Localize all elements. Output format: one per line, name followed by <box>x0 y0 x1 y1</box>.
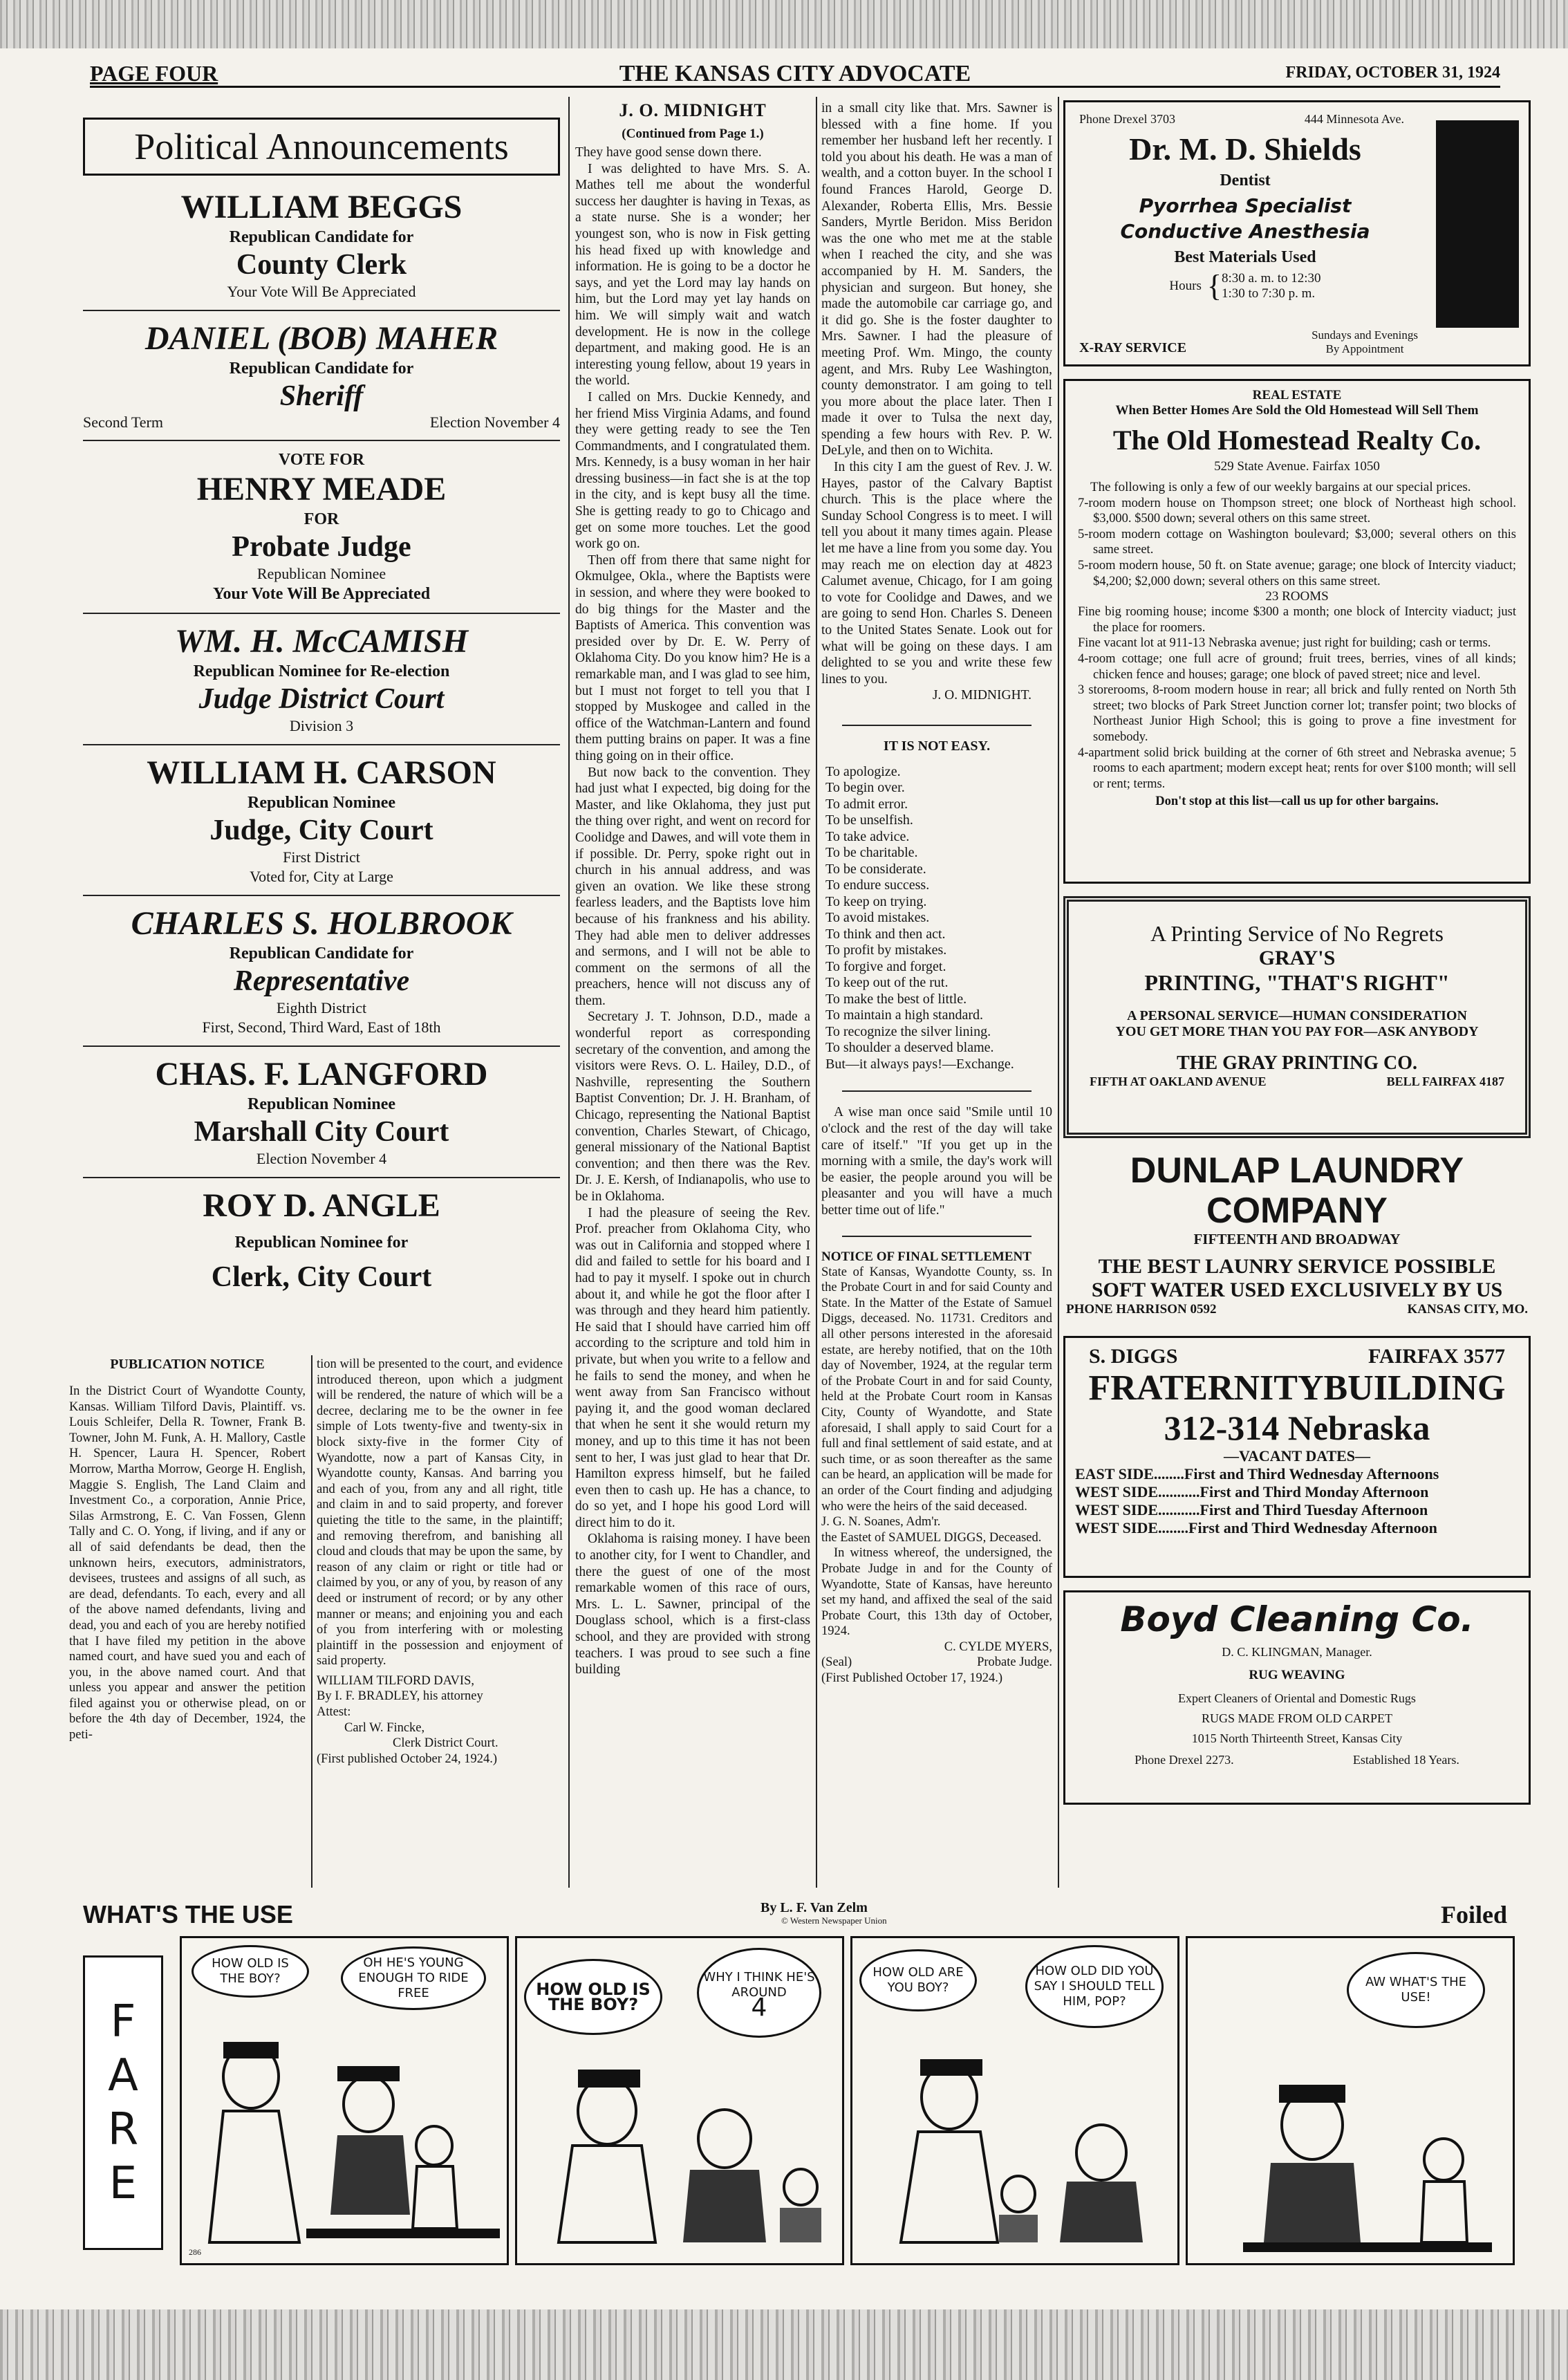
poem-title: IT IS NOT EASY. <box>883 738 991 754</box>
candidate-note: Republican Nominee <box>256 565 386 582</box>
candidate-name: CHAS. F. LANGFORD <box>155 1056 488 1093</box>
notice-attorney: By I. F. BRADLEY, his attorney <box>317 1689 483 1704</box>
divider <box>83 440 560 441</box>
issue-date: FRIDAY, OCTOBER 31, 1924 <box>1285 64 1500 82</box>
newspaper-title: THE KANSAS CITY ADVOCATE <box>619 61 971 86</box>
candidate-office: Probate Judge <box>232 531 411 563</box>
fraternity-vacant: —VACANT DATES— <box>1223 1447 1371 1465</box>
settlement-witness: In witness whereof, the undersigned, the Probate Judge in and for the County of Wyandotte, State of Kansas, have hereunto set my hand, and affixed the seal of the said Probate Court, this 13th day of October, 1924. <box>821 1546 1052 1639</box>
realty-listing: 7-room modern house on Thompson street; one block of Northeast high school. $3,000. $500 down; several others on this same street. <box>1078 496 1516 526</box>
notice-signature: WILLIAM TILFORD DAVIS, <box>317 1673 474 1688</box>
dunlap-phone: PHONE HARRISON 0592 <box>1066 1302 1217 1317</box>
poem-line: But—it always pays!—Exchange. <box>825 1056 1014 1072</box>
comic-credit: © Western Newspaper Union <box>781 1915 887 1926</box>
notice-text: In the District Court of Wyandotte County, Kansas. William Tilford Davis, Plaintiff. vs. Louis Schleifer, Della R. Towner, Frank B. Towner, John M. Funk, A. H. Mallory, Castle H. Spencer, Laura H. Spencer, Robert Morrow, Martha Morrow, George H. English, Maggie S. English, The Land Claim and Investment Co., a corporation, Annie Price, Silas Armstrong, E. C. Van Fossen, Glenn Tally and C. O. Yong, if living, and if any or all of said defendants be dead, then the unknown heirs, executors, administrators, devisees, trustees and assigns of all such, as are dead, defendants. To each, every and all of the above named defendants, living and dead, you and each of you are hereby notified that I have filed my petition in the above named court, and have sued you and each of you, in the above named court. And that unless you appear and answer the petition filed against you or otherwise plead, on or before the 4th day of December, 1924, the peti- <box>69 1384 306 1742</box>
shields-sundays: Sundays and Evenings <box>1312 328 1418 342</box>
column-rule <box>1058 97 1059 1888</box>
shields-phone: Phone Drexel 3703 <box>1079 112 1175 126</box>
ad-fraternity-building <box>1063 1336 1531 1578</box>
divider <box>83 613 560 614</box>
poem-line: To begin over. <box>825 780 905 796</box>
fraternity-phone: FAIRFAX 3577 <box>1368 1345 1505 1368</box>
schedule-row: WEST SIDE...........First and Third Tuesday Afternoon <box>1075 1501 1428 1518</box>
poem-line: To take advice. <box>825 828 910 844</box>
candidate-langford <box>83 1055 560 1169</box>
grays-value: YOU GET MORE THAN YOU PAY FOR—ASK ANYBODY <box>1115 1024 1479 1039</box>
article-paragraph: I was delighted to have Mrs. S. A. Mathes tell me about the wonderful success her daughter is having in Texas, as a state nurse. She is a wonder; her youngest son, who is now in Fisk getting his head fixed up with knowledge and information. He is going to be a doctor he says, and yet the Lord may lay hands on him, but the Lord may yet lay hands on him. We will simply wait and watch development. He is now in the college department, and making good. He is an interesting young fellow, about 19 years in the world. <box>575 161 810 389</box>
article-paragraph: But now back to the convention. They had just what I expected, big doing for the Master, and like Oklahoma, they just put the thing over right, and went on record for Coolidge and Dawes, and will vote them in if possible. Dr. Perry, spoke right out in church in his annual address, and was given an ovation. We like these strong fearless leaders, and the Baptists love him because of his frankness and his ability. They had able men to deliver addresses and sermons, and I will not be able to comment on the sermons of all the preachers, hence will not discuss any of them. <box>575 765 810 1008</box>
settlement-title: NOTICE OF FINAL SETTLEMENT <box>821 1249 1032 1264</box>
column-rule <box>816 97 817 1888</box>
candidate-note: Election November 4 <box>256 1150 387 1167</box>
fare-letter: F <box>110 1996 136 2047</box>
panel-illustration <box>1188 1938 1513 2263</box>
grays-address: FIFTH AT OAKLAND AVENUE <box>1090 1075 1267 1088</box>
candidate-mccamish <box>83 622 560 736</box>
realty-name: The Old Homestead Realty Co. <box>1112 425 1482 456</box>
political-announcements <box>83 118 560 1345</box>
fraternity-name: FRATERNITYBUILDING <box>1088 1368 1506 1408</box>
article-continued: (Continued from Page 1.) <box>622 127 764 141</box>
settlement-admin: J. G. N. Soanes, Adm'r. <box>821 1515 941 1530</box>
shields-specialty: Conductive Anesthesia <box>1120 220 1370 243</box>
comic-panel-3 <box>850 1936 1179 2265</box>
realty-listing: 5-room modern house, 50 ft. on State avenue; garage; one block of Intercity viaduct; $4,200; $2,000 down; several others on this same street. <box>1078 558 1516 588</box>
speech-balloon: HOW OLD ARE YOU BOY? <box>859 1949 977 2011</box>
candidate-note: Your Vote Will Be Appreciated <box>227 283 416 300</box>
dunlap-name: DUNLAP LAUNDRY <box>1130 1151 1464 1191</box>
candidate-office: Judge District Court <box>198 683 445 715</box>
candidate-party: Republican Candidate for <box>229 360 414 378</box>
settlement-judge: C. CYLDE MYERS, <box>944 1639 1052 1654</box>
speech-balloon: OH HE'S YOUNG ENOUGH TO RIDE FREE <box>341 1946 486 2010</box>
comic-panel-2 <box>515 1936 844 2265</box>
dunlap-water: SOFT WATER USED EXCLUSIVELY BY US <box>1091 1279 1503 1301</box>
comic-title: WHAT'S THE USE <box>83 1900 293 1928</box>
boyd-rugs: RUGS MADE FROM OLD CARPET <box>1201 1711 1393 1725</box>
candidate-meade <box>83 449 560 604</box>
candidate-note: First, Second, Third Ward, East of 18th <box>202 1019 441 1036</box>
poem-line: To make the best of little. <box>825 991 967 1007</box>
candidate-note: First District <box>283 848 360 866</box>
speech-number: 4 <box>751 1993 767 2022</box>
realty-listing: 5-room modern cottage on Washington boulevard; $3,000; several others on this same street. <box>1078 527 1516 557</box>
article-paragraph: Then off from there that same night for Okmulgee, Okla., where the Baptists were in session, and where they were booked to do big things for the Master and the Baptists of America. This convention was presided over by Dr. E. W. Perry of Oklahoma City. Do you know him? He is a remarkable man, and I was glad to see him, but I must not forget to tell you that I stopped by Muskogee and called in the office of the Watchman-Lantern and found them putting brains on paper. It was a fine thing going on in their office. <box>575 552 810 763</box>
candidate-name: ROY D. ANGLE <box>203 1187 440 1224</box>
shields-appointment: By Appointment <box>1325 342 1404 355</box>
settlement-estate: the Eastet of SAMUEL DIGGS, Deceased. <box>821 1530 1042 1545</box>
dunlap-slogan: THE BEST LAUNRY SERVICE POSSIBLE <box>1098 1255 1496 1278</box>
notice-attest: Attest: <box>317 1705 351 1720</box>
speech-balloon: HOW OLD IS THE BOY? <box>524 1959 662 2035</box>
panel-illustration <box>182 1938 507 2263</box>
candidate-holbrook <box>83 904 560 1037</box>
boyd-established: Established 18 Years. <box>1352 1753 1459 1767</box>
settlement-seal: (Seal) <box>821 1655 852 1670</box>
shields-specialty: Pyorrhea Specialist <box>1139 194 1352 217</box>
candidate-party: Republican Nominee <box>247 794 395 812</box>
divider <box>83 1177 560 1178</box>
divider <box>842 1236 1032 1237</box>
schedule-row: WEST SIDE........First and Third Wednesday Afternoon <box>1075 1519 1437 1536</box>
fare-sign <box>83 1955 163 2250</box>
realty-listing: 4-apartment solid brick building at the corner of 6th street and Nebraska avenue; 5 rooms to each apartment; modern except heat; rents for over $100 month; will sell or rent; terms. <box>1078 745 1516 791</box>
divider <box>83 310 560 311</box>
dunlap-city: KANSAS CITY, MO. <box>1407 1302 1528 1317</box>
speech-balloon: HOW OLD IS THE BOY? <box>192 1945 309 1998</box>
realty-address: 529 State Avenue. Fairfax 1050 <box>1214 459 1380 474</box>
candidate-election: Election November 4 <box>429 413 560 431</box>
publication-notice-col2 <box>317 1357 563 1889</box>
poem-line: To admit error. <box>825 796 908 812</box>
comic-strip <box>69 1900 1514 2274</box>
fare-letter: R <box>107 2104 139 2155</box>
grays-headline: A Printing Service of No Regrets <box>1150 921 1444 946</box>
realty-listings <box>1078 496 1516 590</box>
poem-line: To apologize. <box>825 763 901 779</box>
realty-tagline: When Better Homes Are Sold the Old Homestead Will Sell Them <box>1115 403 1479 418</box>
fare-letter: A <box>108 2050 138 2101</box>
page-number: PAGE FOUR <box>90 61 218 86</box>
poem-line: To be considerate. <box>825 861 926 877</box>
candidate-party: Republican Nominee for Re-election <box>193 662 450 680</box>
realty-kicker: REAL ESTATE <box>1252 388 1342 402</box>
dunlap-company: COMPANY <box>1206 1191 1388 1231</box>
article-paragraph: I called on Mrs. Duckie Kennedy, and her friend Miss Virginia Adams, and found they were getting ready to see the Ten Commandments, and I congratulated them. Mrs. Kennedy, is a busy woman in her hair dressing business—in fact she is at the top in the city, and is kept busy all the time. She is getting ready to go to Chicago and get on some more touches. Let the good work go on. <box>575 389 810 552</box>
settlement-judge-title: Probate Judge. <box>977 1655 1052 1670</box>
poem-line: To endure success. <box>825 877 930 893</box>
midnight-article-col2 <box>821 100 1052 1888</box>
comic-panel-4 <box>1186 1936 1515 2265</box>
divider <box>842 725 1032 726</box>
speech-balloon: HOW OLD DID YOU SAY I SHOULD TELL HIM, POP? <box>1025 1945 1164 2028</box>
candidate-party: Republican Nominee <box>247 1095 395 1113</box>
publication-notice-col1 <box>69 1357 306 1889</box>
grays-phone: BELL FAIRFAX 4187 <box>1386 1075 1504 1088</box>
realty-intro: The following is only a few of our weekly bargains at our special prices. <box>1090 480 1471 494</box>
shields-xray: X-RAY SERVICE <box>1079 340 1187 355</box>
poem-line: To recognize the silver lining. <box>825 1023 991 1039</box>
candidate-note: Division 3 <box>289 717 354 734</box>
ad-dunlap-laundry <box>1063 1151 1531 1323</box>
shields-title: Dentist <box>1220 171 1271 189</box>
comic-panel-1 <box>180 1936 509 2265</box>
boyd-manager: D. C. KLINGMAN, Manager. <box>1222 1645 1372 1659</box>
realty-listings <box>1078 604 1516 792</box>
candidate-office: Clerk, City Court <box>211 1261 432 1293</box>
candidate-pre: VOTE FOR <box>278 451 365 469</box>
poem-line: To forgive and forget. <box>825 958 946 974</box>
column-rule <box>568 97 570 1888</box>
settlement-text: State of Kansas, Wyandotte County, ss. In the Probate Court in and for said County and State. In the Matter of the Estate of Samuel Diggs, deceased. No. 11731. Creditors and all other persons interested in the aforesaid estate, are hereby notified, that on the 10th day of November, 1924, at the regular term of the Probate Court in and for said County, held at the Probate Court room in Kansas City, County of Wyandotte, and State aforesaid, I shall apply to said Court for a full and final settlement of said estate, and at such time, or as soon thereafter as the same can be heard, an application will be made for an order of the Court finding and adjudging who were the heirs of the said deceased. <box>821 1265 1052 1514</box>
shields-address: 444 Minnesota Ave. <box>1304 112 1404 126</box>
candidate-note: Your Vote Will Be Appreciated <box>212 585 431 603</box>
speech-balloon: AW WHAT'S THE USE! <box>1347 1952 1485 2028</box>
article-signature: J. O. MIDNIGHT. <box>932 688 1032 703</box>
fraternity-address: 312-314 Nebraska <box>1164 1409 1430 1447</box>
fare-letter: E <box>109 2158 138 2209</box>
comic-strip-title: Foiled <box>1441 1901 1507 1928</box>
poem-line: To shoulder a deserved blame. <box>825 1040 994 1056</box>
shields-hours: 1:30 to 7:30 p. m. <box>1222 286 1316 301</box>
ad-grays-printing <box>1063 896 1531 1138</box>
notice-title: PUBLICATION NOTICE <box>110 1357 265 1372</box>
realty-listing: Fine vacant lot at 911-13 Nebraska avenue; just right for building; cash or terms. <box>1078 636 1491 651</box>
realty-listing: Fine big rooming house; income $300 a month; one block of Intercity viaduct; just the place for roomers. <box>1078 605 1516 635</box>
candidate-maher <box>83 319 560 431</box>
article-paragraph: They have good sense down there. <box>575 145 762 160</box>
boyd-address: 1015 North Thirteenth Street, Kansas City <box>1191 1731 1403 1745</box>
schedule-row: WEST SIDE...........First and Third Monday Afternoon <box>1075 1483 1429 1500</box>
candidate-party: Republican Candidate for <box>229 945 414 963</box>
shields-hours-label: Hours <box>1169 279 1202 293</box>
divider <box>83 1045 560 1047</box>
grays-name: GRAY'S <box>1258 947 1336 969</box>
article-paragraph: I had the pleasure of seeing the Rev. Prof. preacher from Oklahoma City, who was out in California and stopped where I did and failed to settle for his board and I had to pay it myself. I spoke out in church about it, and while he got the floor after I was through and they heard him patiently. He said that I should have carried him off according to the scripture and told him in private, but when you write to a fellow and he fails to send the money, and when he went away from San Francisco without paying it, and the good woman declared that when he sent it she would return my money, and up to this time it has not been sent to her, I was just glad to hear that Dr. Hamilton express himself, but he failed even then to cash up. He has a chance, to do so yet, and I hope his good Lord will direct him to do it. <box>575 1205 810 1530</box>
grays-slogan: PRINTING, "THAT'S RIGHT" <box>1144 970 1450 995</box>
candidate-term: Second Term <box>83 413 163 431</box>
political-header: Political Announcements <box>83 118 560 176</box>
fraternity-schedule <box>1075 1465 1519 1537</box>
ad-boyd-cleaning <box>1063 1590 1531 1805</box>
notice-published: (First published October 24, 1924.) <box>317 1751 498 1766</box>
panel-illustration <box>517 1938 842 2263</box>
shields-name: Dr. M. D. Shields <box>1129 131 1361 167</box>
comic-byline: By L. F. Van Zelm <box>760 1900 868 1915</box>
candidate-party: FOR <box>304 510 339 528</box>
poem-lines <box>821 764 1052 1073</box>
panel-number: 286 <box>189 2247 201 2257</box>
realty-listing: 3 storerooms, 8-room modern house in rear; all brick and fully rented on North 5th street; two blocks of Park Street Junction corner lot; transfer point; two blocks of Northeast Junior High School; this is going to prove a fine investment for somebody. <box>1078 683 1516 744</box>
candidate-note: Eighth District <box>276 999 367 1016</box>
shields-materials: Best Materials Used <box>1174 248 1316 266</box>
candidate-carson <box>83 754 560 886</box>
realty-rooms: 23 ROOMS <box>1265 589 1329 604</box>
fare-sign-text <box>108 1995 138 2211</box>
poem-line: To maintain a high standard. <box>825 1007 983 1023</box>
fraternity-owner: S. DIGGS <box>1089 1345 1178 1368</box>
candidate-name: WILLIAM H. CARSON <box>147 754 496 791</box>
candidate-beggs <box>83 188 560 301</box>
candidate-name: WM. H. McCAMISH <box>174 623 469 660</box>
page-edge-top <box>0 0 1568 48</box>
ads-column <box>1063 100 1531 1888</box>
candidate-office: Judge, City Court <box>209 815 433 846</box>
speech-text: WHY I THINK HE'S AROUND <box>703 1970 815 2000</box>
candidate-office: County Clerk <box>236 249 407 281</box>
grays-company: THE GRAY PRINTING CO. <box>1177 1052 1417 1074</box>
candidate-party: Republican Candidate for <box>229 228 414 246</box>
article-paragraph: In this city I am the guest of Rev. J. W. Hayes, pastor of the Calvary Baptist church. This is the place where the Sunday School Congress is to meet. I will tell you about it many times again. Please let me have a line from you some day. You may reach me on election day at 4823 Calumet avenue, Chicago, for I am going to vote for Coolidge and Dawes, and we are going to send Hon. Charles S. Deneen to the United States Senate. Look out for what will be going on these days. I am delighted to se you and write these few lines to you. <box>821 460 1052 687</box>
poem-line: To think and then act. <box>825 926 946 942</box>
divider <box>83 744 560 745</box>
divider <box>83 895 560 896</box>
poem-line: To be charitable. <box>825 845 918 861</box>
boyd-name: Boyd Cleaning Co. <box>1120 1599 1474 1639</box>
poem-line: To keep out of the rut. <box>825 975 949 991</box>
page-edge-bottom <box>0 2309 1568 2380</box>
candidate-note: Voted for, City at Large <box>250 868 393 885</box>
boyd-rug-weaving: RUG WEAVING <box>1249 1668 1345 1682</box>
candidate-name: CHARLES S. HOLBROOK <box>131 905 512 942</box>
wise-man-quote: A wise man once said "Smile until 10 o'clock and the rest of the day will take care of itself." "If you get up in the morning with a smile, the day's work will be easier, the people around you will be pleasanter and you will have a much better time out of life." <box>821 1105 1052 1218</box>
boyd-expert: Expert Cleaners of Oriental and Domestic Rugs <box>1178 1691 1416 1705</box>
article-title: J. O. MIDNIGHT <box>619 100 767 120</box>
shields-hours: 8:30 a. m. to 12:30 <box>1222 271 1321 286</box>
settlement-published: (First Published October 17, 1924.) <box>821 1671 1003 1686</box>
notice-clerk: Carl W. Fincke, <box>344 1720 425 1735</box>
brace-glyph: { <box>1206 269 1222 303</box>
candidate-party: Republican Nominee for <box>234 1234 409 1252</box>
divider <box>842 1090 1032 1092</box>
poem-line: To avoid mistakes. <box>825 910 930 926</box>
notice-clerk-title: Clerk District Court. <box>393 1736 498 1751</box>
realty-listing: 4-room cottage; one full acre of ground; fruit trees, berries, vines of all kinds; chicken fence and houses; garage; one block of paved street; nice and level. <box>1078 651 1516 682</box>
schedule-row: EAST SIDE........First and Third Wednesday Afternoons <box>1075 1465 1439 1482</box>
midnight-article-col1 <box>575 100 810 1888</box>
masthead <box>90 61 1500 88</box>
article-paragraph: Oklahoma is raising money. I have been to another city, for I went to Chandler, and there the guest of one of the most remarkable women of this race of ours, Mrs. L. L. Sawner, principal of the Douglass school, which is a first-class school, and they are provided with strong teachers. I was proud to see such a fine building <box>575 1532 810 1677</box>
poem-line: To profit by mistakes. <box>825 942 947 958</box>
candidate-angle <box>83 1187 560 1294</box>
column-rule <box>311 1355 312 1888</box>
candidate-name: WILLIAM BEGGS <box>180 189 463 225</box>
poem-line: To keep on trying. <box>825 893 927 909</box>
candidate-office: Sheriff <box>279 380 364 412</box>
article-paragraph: in a small city like that. Mrs. Sawner is blessed with a fine home. If you remember her husband left her recently. I told you about his death. He was a man of wealth, and a cotton buyer. In the school I found Frances Harold, George D. Alexander, Roberta Ellis, Mrs. Bessie Sanders, Myrtle Beridon. Miss Beridon was the one who met me at the stable when I reached the city, and she was accompanied by H. M. Sanders, the physician and surgeon. But honey, she made the automobile car carriage go, and it did go. She is the foster daughter to Mrs. Sawner. I had the pleasure of meeting Prof. Wm. Mingo, the county agent, and Mrs. Ruby Lee Washington, county demonstrator. I am going to tell you more about the place later. Then I made it over to Tulsa the next day, spending a few hours with Rev. P. W. DeLyle, and then on to Wichita. <box>821 101 1052 458</box>
dunlap-address: FIFTEENTH AND BROADWAY <box>1193 1231 1401 1247</box>
candidate-name: HENRY MEADE <box>196 471 447 508</box>
ad-old-homestead-realty <box>1063 379 1531 884</box>
candidate-name: DANIEL (BOB) MAHER <box>144 320 498 357</box>
ad-dr-shields <box>1063 100 1531 366</box>
realty-closing: Don't stop at this list—call us up for other bargains. <box>1155 794 1439 809</box>
grays-service: A PERSONAL SERVICE—HUMAN CONSIDERATION <box>1127 1008 1467 1023</box>
candidate-office: Marshall City Court <box>194 1116 449 1148</box>
notice-text: tion will be presented to the court, and evidence introduced thereon, upon which a judgment will be rendered, the nature of which will be a decree, declaring me to be the owner in fee simple of Lots twenty-five and twenty-six in block sixty-five in the former City of Wyandotte, now a part of Kansas City, in Wyandotte county, Kansas. And barring you and each of you, from any and all right, title and claim in and to said property, and forever quieting the title to the same, in the plaintiff; and removing therefrom, and banishing all cloud and clouds that may be upon the same, by reason of any claim or right or title had or claimed by you, or any of you, by reason of any deed or instrument of record; or by any other manner or means; and enjoining you and each of you from interfering with or molesting plaintiff in the possession and enjoyment of said property. <box>317 1357 563 1668</box>
article-paragraph: Secretary J. T. Johnson, D.D., made a wonderful report as corresponding secretary of the convention, and among the visitors were Revs. O. L. Hailey, D.D., of Nashville, representing the Southern Baptist Convention; Dr. J. H. Branham, of Chicago, representing the National Baptist convention, Charles Stewart, of Chicago, general missionary of the National Baptist convention; and then there was the Rev. Dr. J. E. Kersh, of Indianapolis, who use to be in Oklahoma. <box>575 1010 810 1204</box>
poem-line: To be unselfish. <box>825 812 913 828</box>
panel-illustration <box>852 1938 1177 2263</box>
portrait-photo <box>1436 120 1519 328</box>
candidate-office: Representative <box>233 965 410 997</box>
boyd-phone: Phone Drexel 2273. <box>1135 1753 1234 1767</box>
